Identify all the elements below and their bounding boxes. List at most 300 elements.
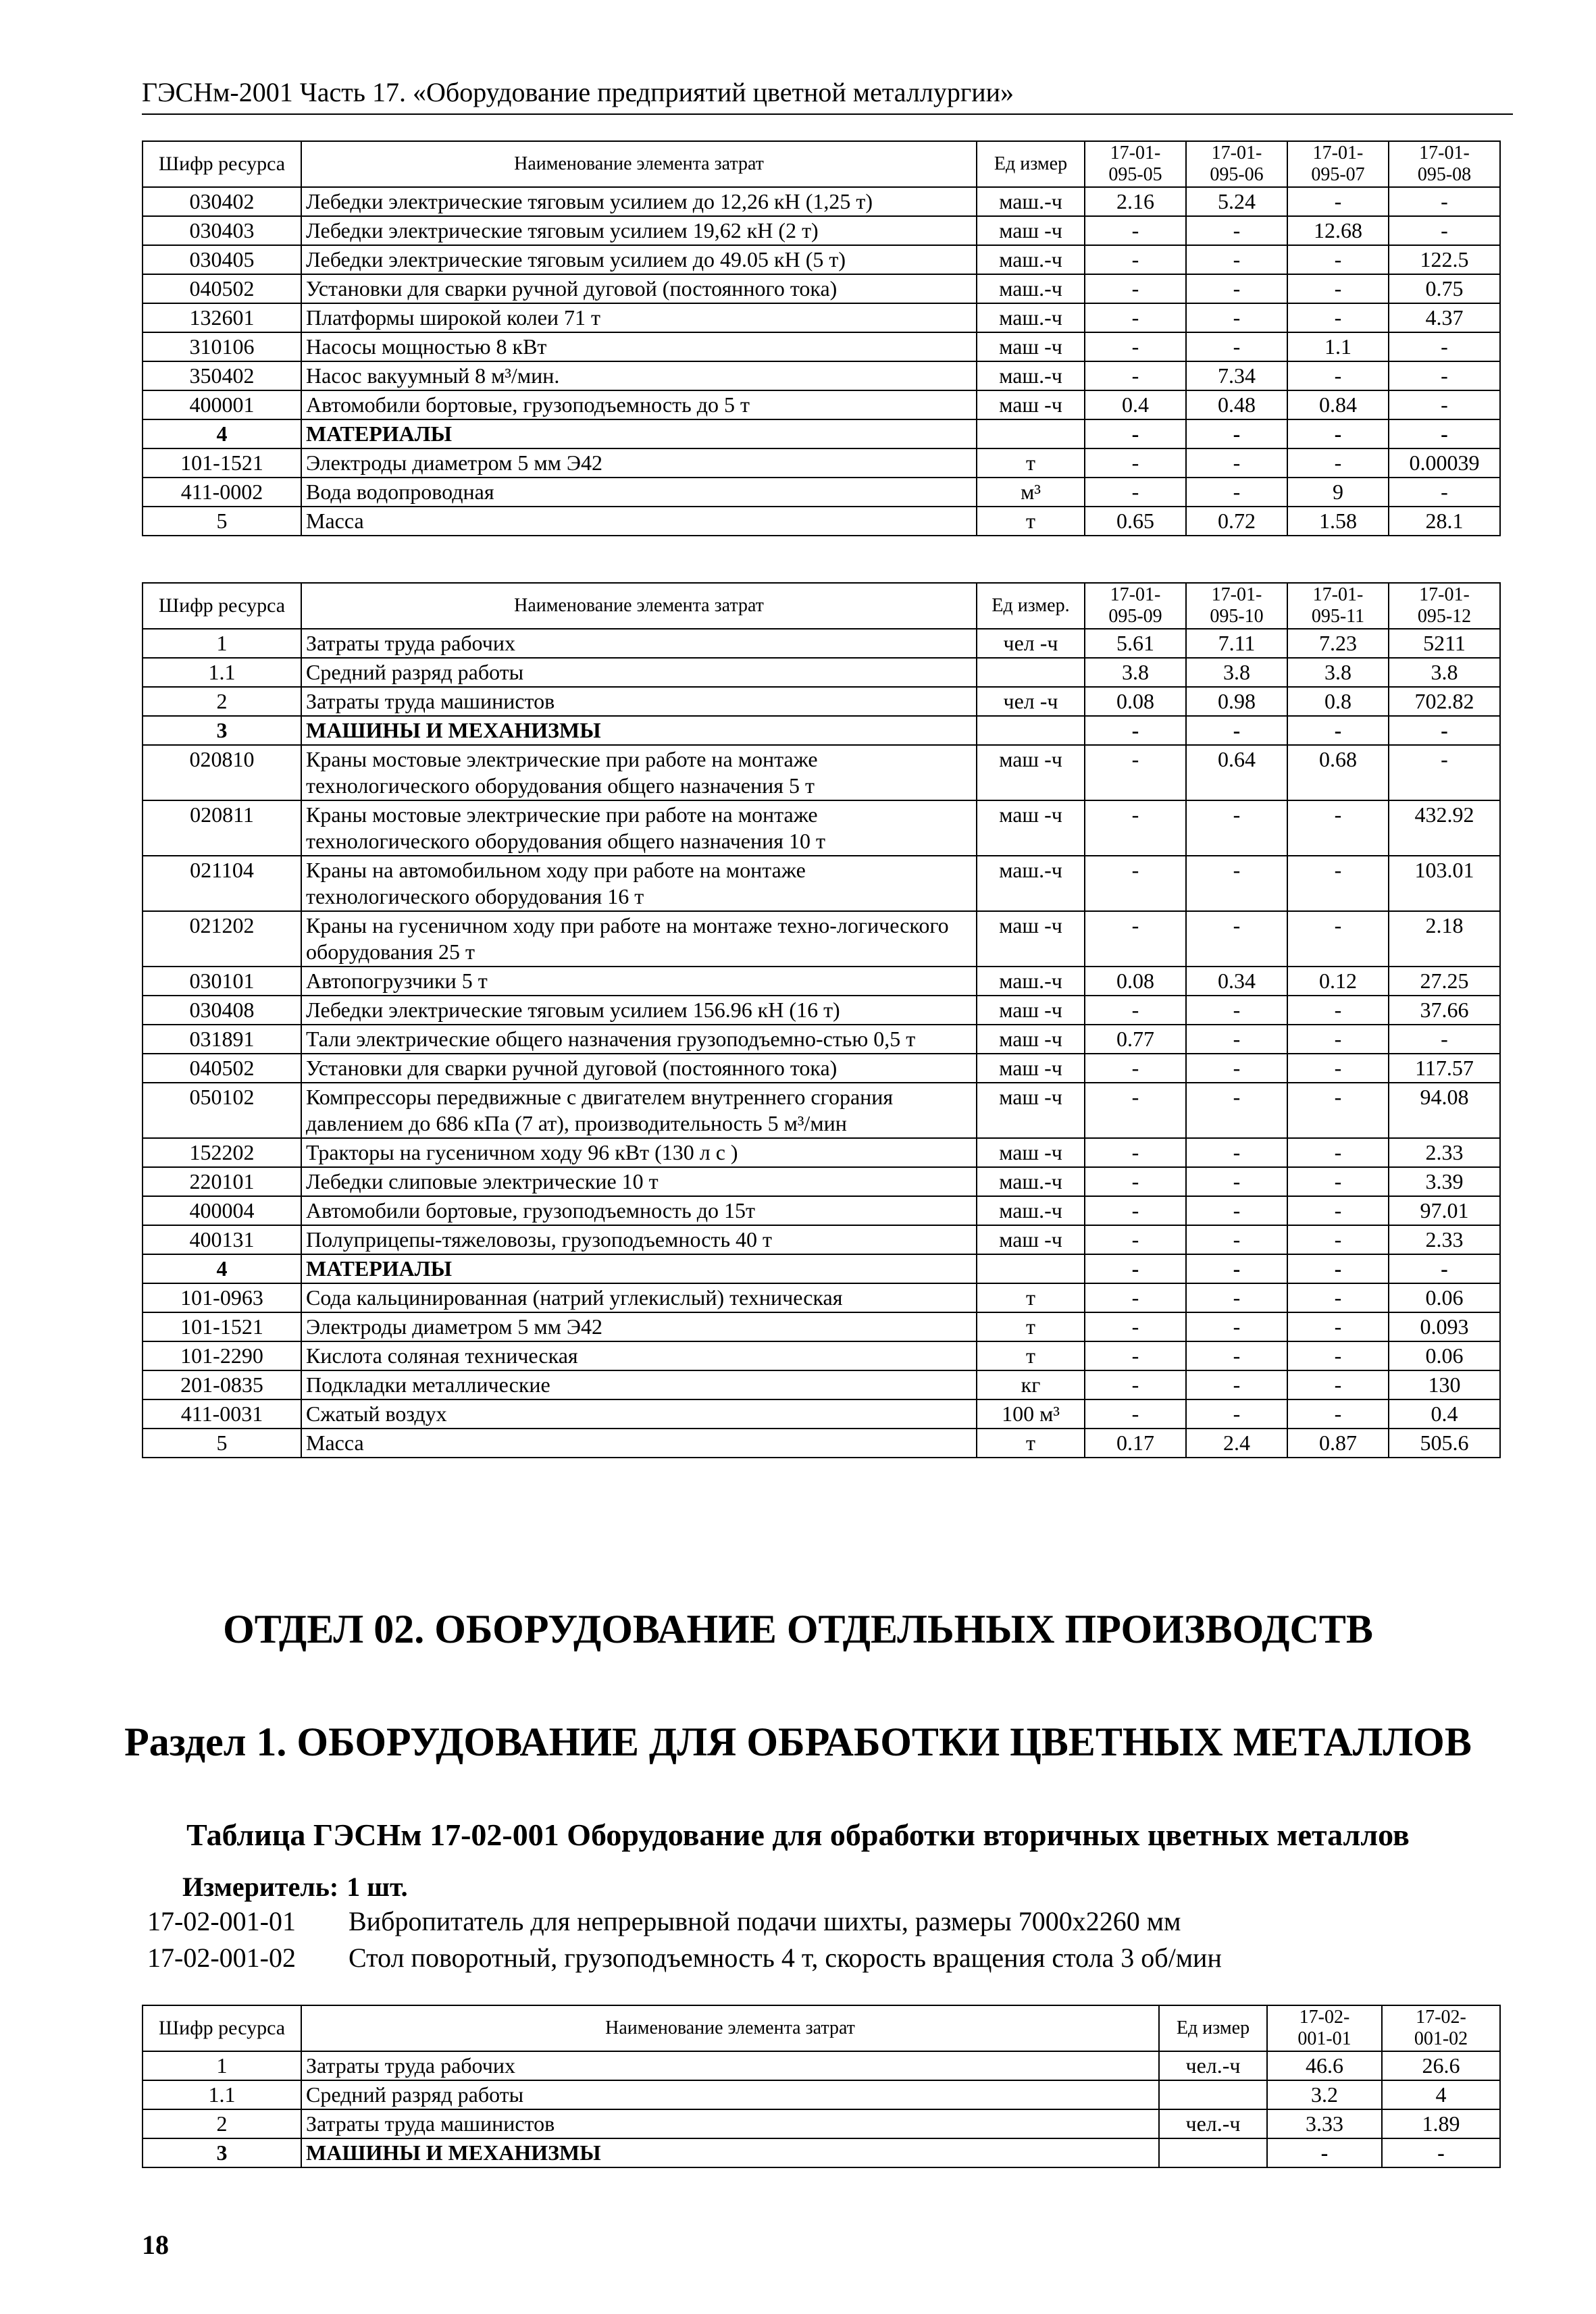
table-row [143, 2051, 1500, 2080]
value-cell: 0.72 [1186, 507, 1287, 536]
resource-name: Лебедки электрические тяговым усилием до 49.05 кН (5 т) [301, 245, 977, 274]
column-header: Шифр ресурса [143, 583, 301, 629]
value-cell: - [1085, 1370, 1186, 1399]
value-cell: - [1186, 448, 1287, 478]
unit-cell: чел.-ч [1159, 2109, 1267, 2138]
value-cell: - [1186, 996, 1287, 1025]
resource-name: Тракторы на гусеничном ходу 96 кВт (130 л с ) [301, 1138, 977, 1167]
resource-code: 030403 [143, 216, 301, 245]
resource-name: Средний разряд работы [301, 2080, 1159, 2109]
value-cell: 0.87 [1287, 1429, 1389, 1458]
unit-cell: чел.-ч [1159, 2051, 1267, 2080]
value-cell: 3.8 [1389, 658, 1500, 687]
value-cell: - [1085, 745, 1186, 800]
table-row [143, 1341, 1500, 1370]
value-cell: 12.68 [1287, 216, 1389, 245]
value-cell: - [1287, 996, 1389, 1025]
value-cell: 122.5 [1389, 245, 1500, 274]
column-header: 17-01- 095-11 [1287, 583, 1389, 629]
value-cell: - [1287, 1254, 1389, 1283]
value-cell: - [1287, 856, 1389, 911]
table-row [143, 507, 1500, 536]
resource-code: 2 [143, 687, 301, 716]
resource-name: Компрессоры передвижные с двигателем внутреннего сгорания давлением до 686 кПа (7 ат), производительность 5 м³/мин [301, 1083, 977, 1138]
resource-code: 1.1 [143, 2080, 301, 2109]
resource-name: Установки для сварки ручной дуговой (постоянного тока) [301, 274, 977, 303]
value-cell: - [1186, 1341, 1287, 1370]
resource-name: Подкладки металлические [301, 1370, 977, 1399]
unit-cell: маш.-ч [977, 967, 1085, 996]
resource-name: МАШИНЫ И МЕХАНИЗМЫ [301, 716, 977, 745]
resource-name: Автомобили бортовые, грузоподъемность до 5 т [301, 390, 977, 419]
meter-label: Измеритель: [182, 1872, 339, 1902]
resource-name: Средний разряд работы [301, 658, 977, 687]
value-cell: - [1085, 911, 1186, 967]
column-header: 17-01- 095-09 [1085, 583, 1186, 629]
resource-name: Электроды диаметром 5 мм Э42 [301, 448, 977, 478]
unit-cell: маш.-ч [977, 856, 1085, 911]
resource-code: 030101 [143, 967, 301, 996]
value-cell: - [1085, 274, 1186, 303]
unit-cell: маш.-ч [977, 1196, 1085, 1225]
table-row [143, 1254, 1500, 1283]
resource-code: 5 [143, 507, 301, 536]
resource-name: Сода кальцинированная (натрий углекислый) техническая [301, 1283, 977, 1312]
value-cell: 4.37 [1389, 303, 1500, 332]
value-cell: 0.06 [1389, 1283, 1500, 1312]
resource-code: 030405 [143, 245, 301, 274]
value-cell: 5211 [1389, 629, 1500, 658]
unit-cell [977, 716, 1085, 745]
unit-cell: т [977, 1283, 1085, 1312]
unit-cell: т [977, 448, 1085, 478]
value-cell: 0.84 [1287, 390, 1389, 419]
value-cell: 0.65 [1085, 507, 1186, 536]
resource-name: Вода водопроводная [301, 478, 977, 507]
resource-table-1 [142, 140, 1501, 536]
table-row [143, 303, 1500, 332]
table-row [143, 1225, 1500, 1254]
unit-cell: маш -ч [977, 332, 1085, 361]
value-cell: - [1186, 419, 1287, 448]
value-cell: 94.08 [1389, 1083, 1500, 1138]
item-text: Вибропитатель для непрерывной подачи шихты, размеры 7000х2260 мм [349, 1906, 1181, 1936]
resource-code: 021202 [143, 911, 301, 967]
value-cell: 0.093 [1389, 1312, 1500, 1341]
column-header: Наименование элемента затрат [301, 2005, 1159, 2051]
unit-cell: т [977, 507, 1085, 536]
value-cell: - [1085, 1399, 1186, 1429]
column-header: 17-01- 095-10 [1186, 583, 1287, 629]
resource-name: Лебедки электрические тяговым усилием до 12,26 кН (1,25 т) [301, 187, 977, 216]
value-cell: - [1287, 1025, 1389, 1054]
value-cell: - [1186, 332, 1287, 361]
value-cell: - [1186, 1399, 1287, 1429]
table-row [143, 1399, 1500, 1429]
value-cell: - [1389, 187, 1500, 216]
resource-name: Кислота соляная техническая [301, 1341, 977, 1370]
resource-code: 310106 [143, 332, 301, 361]
resource-name: МАТЕРИАЛЫ [301, 1254, 977, 1283]
value-cell: 0.00039 [1389, 448, 1500, 478]
resource-code: 020810 [143, 745, 301, 800]
value-cell: - [1186, 1225, 1287, 1254]
table-row [143, 216, 1500, 245]
column-header: Наименование элемента затрат [301, 583, 977, 629]
value-cell: 2.4 [1186, 1429, 1287, 1458]
table-row [143, 1167, 1500, 1196]
resource-code: 4 [143, 419, 301, 448]
value-cell: - [1085, 716, 1186, 745]
value-cell: 2.18 [1389, 911, 1500, 967]
value-cell: 0.4 [1389, 1399, 1500, 1429]
value-cell: - [1085, 216, 1186, 245]
meter-line [182, 1871, 408, 1903]
resource-name: Лебедки слиповые электрические 10 т [301, 1167, 977, 1196]
value-cell: - [1085, 1341, 1186, 1370]
column-header: Шифр ресурса [143, 2005, 301, 2051]
value-cell: - [1287, 911, 1389, 967]
resource-name: Затраты труда рабочих [301, 629, 977, 658]
resource-code: 101-1521 [143, 1312, 301, 1341]
unit-cell: т [977, 1341, 1085, 1370]
resource-name: МАШИНЫ И МЕХАНИЗМЫ [301, 2138, 1159, 2167]
value-cell: 0.98 [1186, 687, 1287, 716]
column-header: 17-01- 095-12 [1389, 583, 1500, 629]
value-cell: 3.8 [1186, 658, 1287, 687]
value-cell: 7.23 [1287, 629, 1389, 658]
value-cell: 0.08 [1085, 687, 1186, 716]
table-row [143, 1312, 1500, 1341]
value-cell: - [1389, 1025, 1500, 1054]
table-row [143, 687, 1500, 716]
unit-cell: маш -ч [977, 1138, 1085, 1167]
value-cell: 0.34 [1186, 967, 1287, 996]
table-row [143, 2080, 1500, 2109]
unit-cell: маш -ч [977, 390, 1085, 419]
value-cell: 702.82 [1389, 687, 1500, 716]
value-cell: 103.01 [1389, 856, 1500, 911]
unit-cell: м³ [977, 478, 1085, 507]
table-header-row [143, 583, 1500, 629]
resource-name: Затраты труда рабочих [301, 2051, 1159, 2080]
table-header-row [143, 141, 1500, 187]
value-cell: - [1287, 1341, 1389, 1370]
table-row [143, 1283, 1500, 1312]
resource-name: МАТЕРИАЛЫ [301, 419, 977, 448]
resource-code: 132601 [143, 303, 301, 332]
unit-cell: т [977, 1429, 1085, 1458]
value-cell: - [1287, 716, 1389, 745]
value-cell: - [1287, 274, 1389, 303]
value-cell: 26.6 [1382, 2051, 1500, 2080]
value-cell: - [1287, 1225, 1389, 1254]
page-number: 18 [142, 2230, 169, 2260]
table-row [143, 274, 1500, 303]
column-header: Ед измер [977, 141, 1085, 187]
value-cell: - [1186, 1283, 1287, 1312]
value-cell: - [1287, 303, 1389, 332]
value-cell: 117.57 [1389, 1054, 1500, 1083]
table-row [143, 716, 1500, 745]
resource-code: 040502 [143, 1054, 301, 1083]
unit-cell: маш.-ч [977, 1167, 1085, 1196]
value-cell: - [1389, 419, 1500, 448]
value-cell: 2.33 [1389, 1225, 1500, 1254]
table-row [143, 629, 1500, 658]
value-cell: - [1287, 1083, 1389, 1138]
unit-cell: маш.-ч [977, 303, 1085, 332]
value-cell: - [1085, 245, 1186, 274]
resource-code: 050102 [143, 1083, 301, 1138]
value-cell: 3.39 [1389, 1167, 1500, 1196]
value-cell: - [1085, 478, 1186, 507]
value-cell: - [1085, 856, 1186, 911]
table-row [143, 419, 1500, 448]
table-row [143, 187, 1500, 216]
value-cell: 0.75 [1389, 274, 1500, 303]
value-cell: - [1186, 1167, 1287, 1196]
value-cell: 0.06 [1389, 1341, 1500, 1370]
value-cell: 2.33 [1389, 1138, 1500, 1167]
resource-name: Краны мостовые электрические при работе на монтаже технологического оборудования общего назначения 5 т [301, 745, 977, 800]
resource-code: 021104 [143, 856, 301, 911]
value-cell: 7.34 [1186, 361, 1287, 390]
table-row [143, 1429, 1500, 1458]
value-cell: - [1186, 478, 1287, 507]
value-cell: - [1186, 216, 1287, 245]
resource-name: Автомобили бортовые, грузоподъемность до 15т [301, 1196, 977, 1225]
value-cell: - [1085, 1054, 1186, 1083]
resource-table-2 [142, 582, 1501, 1458]
resource-code: 152202 [143, 1138, 301, 1167]
unit-cell: маш -ч [977, 911, 1085, 967]
resource-code: 020811 [143, 800, 301, 856]
unit-cell: маш -ч [977, 216, 1085, 245]
value-cell: 0.64 [1186, 745, 1287, 800]
value-cell: - [1186, 716, 1287, 745]
value-cell: - [1287, 361, 1389, 390]
value-cell: 505.6 [1389, 1429, 1500, 1458]
column-header: Наименование элемента затрат [301, 141, 977, 187]
resource-code: 1.1 [143, 658, 301, 687]
value-cell: - [1389, 361, 1500, 390]
resource-code: 4 [143, 1254, 301, 1283]
column-header: 17-01- 095-08 [1389, 141, 1500, 187]
resource-table-3 [142, 2005, 1501, 2168]
value-cell: 3.33 [1267, 2109, 1382, 2138]
resource-code: 5 [143, 1429, 301, 1458]
value-cell: 3.8 [1287, 658, 1389, 687]
value-cell: - [1085, 1083, 1186, 1138]
resource-code: 411-0002 [143, 478, 301, 507]
unit-cell: чел -ч [977, 687, 1085, 716]
value-cell: - [1186, 1196, 1287, 1225]
value-cell: - [1287, 1138, 1389, 1167]
resource-name: Сжатый воздух [301, 1399, 977, 1429]
table-row [143, 2109, 1500, 2138]
unit-cell: маш -ч [977, 1083, 1085, 1138]
table-row [143, 911, 1500, 967]
value-cell: 0.48 [1186, 390, 1287, 419]
table-row [143, 1370, 1500, 1399]
column-header: 17-02- 001-01 [1267, 2005, 1382, 2051]
value-cell: - [1085, 332, 1186, 361]
resource-name: Автопогрузчики 5 т [301, 967, 977, 996]
value-cell: - [1287, 1283, 1389, 1312]
value-cell: 432.92 [1389, 800, 1500, 856]
value-cell: - [1382, 2138, 1500, 2167]
table-row [143, 390, 1500, 419]
value-cell: - [1389, 745, 1500, 800]
resource-name: Лебедки электрические тяговым усилием 156.96 кН (16 т) [301, 996, 977, 1025]
value-cell: - [1287, 187, 1389, 216]
column-header: 17-01- 095-07 [1287, 141, 1389, 187]
resource-code: 400001 [143, 390, 301, 419]
column-header: Шифр ресурса [143, 141, 301, 187]
value-cell: 0.4 [1085, 390, 1186, 419]
column-header: Ед измер [1159, 2005, 1267, 2051]
value-cell: - [1287, 1370, 1389, 1399]
resource-name: Краны на гусеничном ходу при работе на монтаже техно-логического оборудования 25 т [301, 911, 977, 967]
value-cell: - [1186, 1254, 1287, 1283]
table-row [143, 1025, 1500, 1054]
resource-name: Платформы широкой колеи 71 т [301, 303, 977, 332]
table-row [143, 2138, 1500, 2167]
value-cell: 46.6 [1267, 2051, 1382, 2080]
table-row [143, 332, 1500, 361]
unit-cell: чел -ч [977, 629, 1085, 658]
value-cell: - [1085, 1167, 1186, 1196]
value-cell: 5.24 [1186, 187, 1287, 216]
value-cell: 0.68 [1287, 745, 1389, 800]
page-header: ГЭСНм-2001 Часть 17. «Оборудование предприятий цветной металлургии» [142, 76, 1513, 115]
table-row [143, 1196, 1500, 1225]
value-cell: - [1186, 1025, 1287, 1054]
value-cell: - [1186, 1054, 1287, 1083]
value-cell: 2.16 [1085, 187, 1186, 216]
value-cell: - [1389, 478, 1500, 507]
value-cell: 27.25 [1389, 967, 1500, 996]
item-code: 17-02-001-01 [147, 1906, 296, 1936]
resource-code: 030402 [143, 187, 301, 216]
column-header: 17-01- 095-06 [1186, 141, 1287, 187]
value-cell: - [1186, 274, 1287, 303]
value-cell: - [1186, 303, 1287, 332]
unit-cell [977, 658, 1085, 687]
unit-cell: маш -ч [977, 745, 1085, 800]
resource-name: Краны на автомобильном ходу при работе на монтаже технологического оборудования 16 т [301, 856, 977, 911]
value-cell: 4 [1382, 2080, 1500, 2109]
table-row [143, 745, 1500, 800]
resource-name: Лебедки электрические тяговым усилием 19,62 кН (2 т) [301, 216, 977, 245]
resource-name: Полуприцепы-тяжеловозы, грузоподъемность 40 т [301, 1225, 977, 1254]
value-cell: 97.01 [1389, 1196, 1500, 1225]
value-cell: 0.17 [1085, 1429, 1186, 1458]
value-cell: 0.8 [1287, 687, 1389, 716]
column-header: Ед измер. [977, 583, 1085, 629]
value-cell: - [1287, 1312, 1389, 1341]
table-title: Таблица ГЭСНм 17-02-001 Оборудование для обработки вторичных цветных металлов [186, 1818, 1410, 1852]
unit-cell: маш -ч [977, 996, 1085, 1025]
value-cell: 37.66 [1389, 996, 1500, 1025]
table-row [143, 361, 1500, 390]
table-row [143, 1083, 1500, 1138]
value-cell: - [1287, 448, 1389, 478]
unit-cell: т [977, 1312, 1085, 1341]
resource-code: 3 [143, 2138, 301, 2167]
resource-code: 400131 [143, 1225, 301, 1254]
resource-name: Электроды диаметром 5 мм Э42 [301, 1312, 977, 1341]
unit-cell: 100 м³ [977, 1399, 1085, 1429]
resource-name: Краны мостовые электрические при работе на монтаже технологического оборудования общего назначения 10 т [301, 800, 977, 856]
unit-cell: маш.-ч [977, 245, 1085, 274]
value-cell: 0.12 [1287, 967, 1389, 996]
resource-name: Затраты труда машинистов [301, 2109, 1159, 2138]
value-cell: - [1186, 856, 1287, 911]
value-cell: - [1085, 419, 1186, 448]
value-cell: - [1287, 245, 1389, 274]
resource-code: 350402 [143, 361, 301, 390]
value-cell: - [1085, 800, 1186, 856]
value-cell: - [1085, 1196, 1186, 1225]
resource-code: 040502 [143, 274, 301, 303]
unit-cell: маш.-ч [977, 274, 1085, 303]
resource-name: Затраты труда машинистов [301, 687, 977, 716]
resource-name: Насос вакуумный 8 м³/мин. [301, 361, 977, 390]
value-cell: - [1287, 800, 1389, 856]
resource-name: Масса [301, 507, 977, 536]
value-cell: - [1085, 1312, 1186, 1341]
value-cell: - [1085, 1138, 1186, 1167]
table-row [143, 967, 1500, 996]
resource-code: 030408 [143, 996, 301, 1025]
meter-value: 1 шт. [346, 1872, 408, 1902]
resource-code: 1 [143, 629, 301, 658]
table-row [143, 658, 1500, 687]
value-cell: - [1389, 332, 1500, 361]
value-cell: - [1389, 1254, 1500, 1283]
item-line [147, 1941, 1222, 1975]
table-row [143, 448, 1500, 478]
table-row [143, 800, 1500, 856]
value-cell: - [1085, 1225, 1186, 1254]
value-cell: - [1085, 996, 1186, 1025]
value-cell: - [1287, 1167, 1389, 1196]
unit-cell: кг [977, 1370, 1085, 1399]
value-cell: - [1085, 303, 1186, 332]
unit-cell [977, 419, 1085, 448]
value-cell: 3.2 [1267, 2080, 1382, 2109]
resource-code: 031891 [143, 1025, 301, 1054]
unit-cell [1159, 2138, 1267, 2167]
value-cell: - [1186, 800, 1287, 856]
unit-cell: маш -ч [977, 1025, 1085, 1054]
value-cell: 1.89 [1382, 2109, 1500, 2138]
table-row [143, 1054, 1500, 1083]
value-cell: 0.08 [1085, 967, 1186, 996]
column-header: 17-01- 095-05 [1085, 141, 1186, 187]
resource-code: 220101 [143, 1167, 301, 1196]
value-cell: - [1085, 1254, 1186, 1283]
value-cell: - [1186, 245, 1287, 274]
unit-cell [977, 1254, 1085, 1283]
value-cell: 0.77 [1085, 1025, 1186, 1054]
value-cell: 5.61 [1085, 629, 1186, 658]
value-cell: 9 [1287, 478, 1389, 507]
unit-cell: маш.-ч [977, 361, 1085, 390]
resource-code: 201-0835 [143, 1370, 301, 1399]
